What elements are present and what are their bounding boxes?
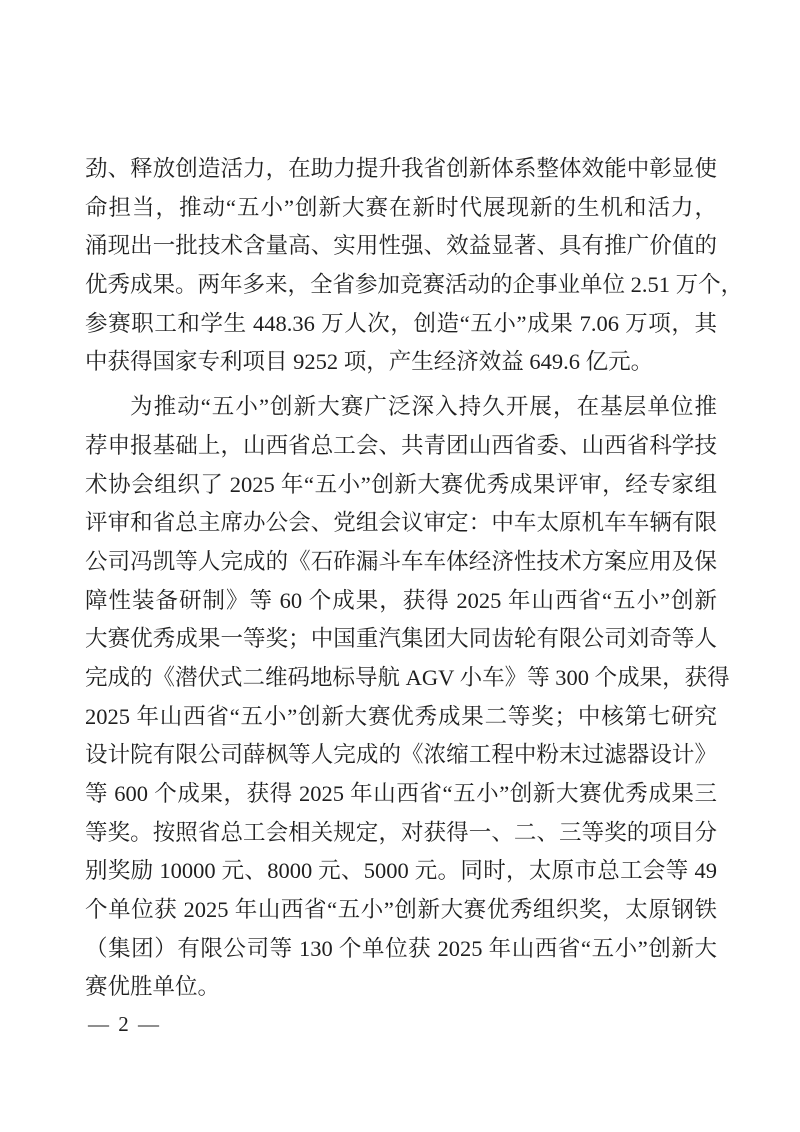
body-line: 涌现出一批技术含量高、实用性强、效益显著、具有推广价值的 bbox=[85, 233, 717, 259]
body-line: 等奖。按照省总工会相关规定，对获得一、二、三等奖的项目分 bbox=[85, 819, 717, 845]
body-line: 优秀成果。两年多来，全省参加竞赛活动的企事业单位 2.51 万个， bbox=[85, 272, 744, 298]
body-line: 大赛优秀成果一等奖；中国重汽集团大同齿轮有限公司刘奇等人 bbox=[85, 626, 717, 652]
body-line: （集团）有限公司等 130 个单位获 2025 年山西省“五小”创新大 bbox=[85, 935, 717, 961]
page-number: — 2 — bbox=[88, 1012, 161, 1036]
body-line: 完成的《潜伏式二维码地标导航 AGV 小车》等 300 个成果，获得 bbox=[85, 664, 730, 690]
body-line: 术协会组织了 2025 年“五小”创新大赛优秀成果评审，经专家组 bbox=[85, 471, 717, 497]
paragraph-1 bbox=[85, 150, 744, 382]
body-line: 2025 年山西省“五小”创新大赛优秀成果二等奖；中核第七研究 bbox=[85, 703, 717, 729]
body-line: 赛优胜单位。 bbox=[85, 974, 221, 1000]
body-line: 命担当，推动“五小”创新大赛在新时代展现新的生机和活力， bbox=[85, 194, 717, 220]
body-line: 等 600 个成果，获得 2025 年山西省“五小”创新大赛优秀成果三 bbox=[85, 781, 717, 806]
body-line: 别奖励 10000 元、8000 元、5000 元。同时，太原市总工会等 49 bbox=[85, 858, 717, 884]
body-line: 劲、释放创造活力，在助力提升我省创新体系整体效能中彰显使 bbox=[85, 156, 717, 181]
body-line: 荐申报基础上，山西省总工会、共青团山西省委、山西省科学技 bbox=[85, 432, 717, 458]
paragraph-2 bbox=[85, 388, 730, 1007]
body-line: 设计院有限公司薛枫等人完成的《浓缩工程中粉末过滤器设计》 bbox=[85, 742, 717, 768]
document-body bbox=[85, 150, 744, 1007]
body-line: 中获得国家专利项目 9252 项，产生经济效益 649.6 亿元。 bbox=[85, 349, 654, 375]
body-line: 障性装备研制》等 60 个成果，获得 2025 年山西省“五小”创新 bbox=[85, 587, 717, 613]
body-line: 评审和省总主席办公会、党组会议审定：中车太原机车车辆有限 bbox=[85, 510, 717, 536]
body-line: 参赛职工和学生 448.36 万人次，创造“五小”成果 7.06 万项，其 bbox=[85, 310, 717, 336]
body-line: 个单位获 2025 年山西省“五小”创新大赛优秀组织奖，太原钢铁 bbox=[85, 897, 717, 923]
body-line: 公司冯凯等人完成的《石砟漏斗车车体经济性技术方案应用及保 bbox=[85, 548, 717, 574]
body-line: 为推动“五小”创新大赛广泛深入持久开展，在基层单位推 bbox=[130, 394, 717, 420]
